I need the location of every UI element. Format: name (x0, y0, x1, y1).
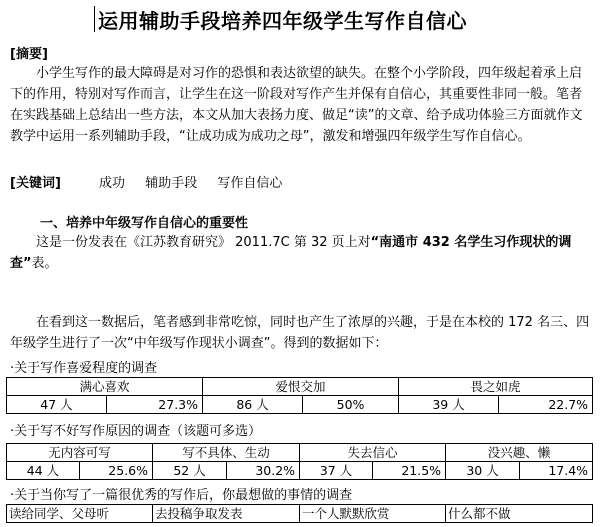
table-cell: 47 人 (7, 396, 107, 414)
table-row (7, 505, 593, 523)
table-header: 爱恨交加 (203, 378, 399, 396)
table-cell: 27.3% (107, 396, 203, 414)
abstract-text: 小学生写作的最大障碍是对习作的恐惧和表达欲望的缺失。在整个小学阶段，四年级起着承上启下的作用，特别对写作而言，让学生在这一阶段对写作产生并保有自信心，其重要性非同一般。笔者在实践基础上总结出一些方法，本文从加大表扬力度、做足“读”的文章、给予成功体验三方面就作文教学中运用一系列辅助手段，“让成功成为成功之母”，激发和增强四年级学生写作自信心。 (10, 66, 583, 144)
para2-text: 在看到这一数据后，笔者感到非常吃惊，同时也产生了浓厚的兴趣，于是在本校的 172 名三、四年级学生进行了一次“中年级写作现状小调查”。得到的数据如下： (10, 315, 590, 351)
para1-prefix: 这是一份发表在《江苏教育研究》 2011.7C 第 32 页上对 (36, 235, 371, 250)
table-cell: 30 人 (446, 462, 520, 480)
survey1-caption: ·关于写作喜爱程度的调查 (10, 361, 158, 376)
table-cell: 一个人默默欣赏 (300, 505, 446, 523)
abstract-label: [摘要] (10, 47, 48, 62)
table-cell: 50% (303, 396, 399, 414)
table-header: 畏之如虎 (399, 378, 593, 396)
table-header: 写不具体、生动 (153, 444, 300, 462)
table-cell: 17.4% (520, 462, 593, 480)
table-header: 没兴趣、懒 (446, 444, 593, 462)
survey3-table (6, 504, 593, 523)
para1-bold: “南通市 432 名学生习作现状的调查” (10, 235, 572, 271)
table-row (7, 462, 593, 480)
keywords-label: [关键词] (10, 176, 61, 191)
table-cell: 30.2% (227, 462, 300, 480)
keywords-line (10, 172, 298, 191)
table-cell: 37 人 (300, 462, 373, 480)
table-header: 满心喜欢 (7, 378, 203, 396)
table-cell: 39 人 (399, 396, 499, 414)
table-cell: 25.6% (80, 462, 153, 480)
table-header-row (7, 444, 593, 462)
document-title: 运用辅助手段培养四年级学生写作自信心 (98, 9, 467, 33)
keyword-item: 辅助手段 (145, 176, 198, 191)
survey1-table (6, 377, 593, 414)
survey2-caption: ·关于写不好写作原因的调查（该题可多选） (10, 424, 262, 439)
table-cell: 什么都不做 (446, 505, 593, 523)
table-row (7, 396, 593, 414)
keyword-item: 成功 (99, 176, 126, 191)
table-cell: 86 人 (203, 396, 303, 414)
survey3-caption: ·关于当你写了一篇很优秀的写作后，你最想做的事情的调查 (10, 488, 353, 503)
para1-suffix: 表。 (31, 256, 58, 271)
keyword-item: 写作自信心 (217, 176, 283, 191)
survey2-table (6, 443, 593, 480)
table-cell: 52 人 (153, 462, 227, 480)
table-cell: 去投稿争取发表 (153, 505, 300, 523)
table-cell: 21.5% (373, 462, 446, 480)
section-heading: 一、培养中年级写作自信心的重要性 (40, 216, 249, 231)
text-cursor (94, 6, 95, 32)
table-header: 无内容可写 (7, 444, 153, 462)
table-header: 失去信心 (300, 444, 446, 462)
table-cell: 读给同学、父母听 (7, 505, 153, 523)
section-paragraph-1 (10, 232, 590, 274)
table-cell: 22.7% (499, 396, 593, 414)
section-paragraph-2 (10, 312, 590, 354)
abstract-paragraph (10, 63, 590, 147)
table-cell: 44 人 (7, 462, 80, 480)
table-header-row (7, 378, 593, 396)
